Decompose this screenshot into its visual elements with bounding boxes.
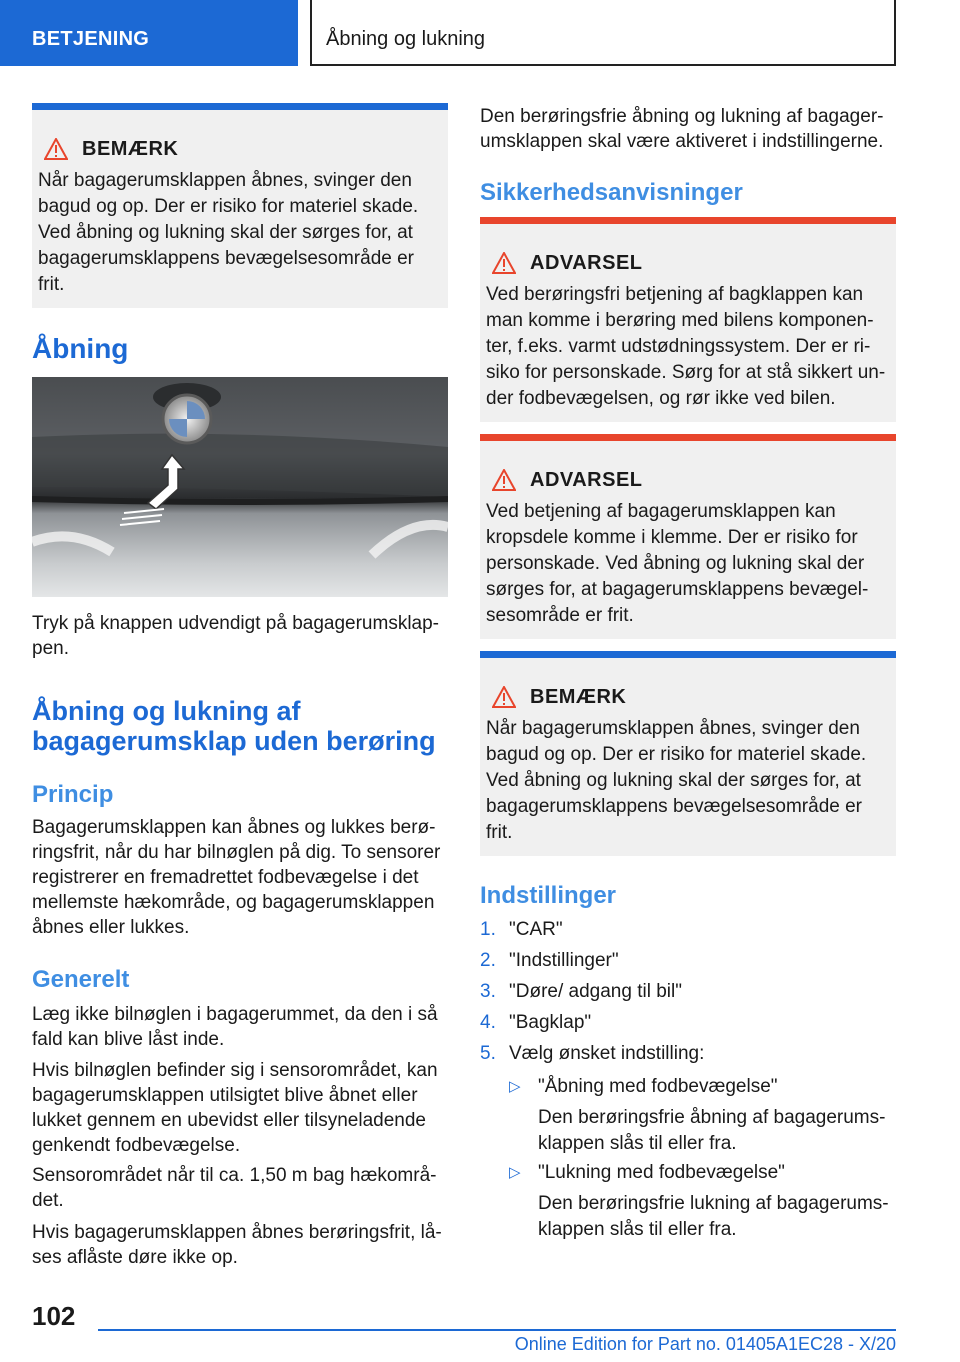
footer-divider — [98, 1329, 896, 1331]
triangle-bullet-icon: ▷ — [509, 1078, 521, 1095]
warning-triangle-icon — [486, 684, 530, 710]
heading-settings: Indstillinger — [480, 882, 617, 909]
note-title: BEMÆRK — [82, 137, 179, 160]
heading-general: Generelt — [32, 966, 130, 993]
photo-caption: Tryk på knappen udvendigt på bagagerumsklap- pen. — [32, 613, 439, 659]
warning-title: ADVARSEL — [530, 251, 643, 274]
list-item: 5. Vælg ønsket indstilling: — [480, 1043, 705, 1064]
chapter-title: Åbning og lukning — [326, 28, 486, 50]
note-body: Når bagagerumsklappen åbnes, svinger den bagud og op. Der er risiko for materiel skade. Ved åbning og lukning skal der sørges for, at bagagerumsklappens bevægelsesområde er frit. — [486, 718, 867, 843]
general-paragraph-1: Læg ikke bilnøglen i bagagerummet, da den i så fald kan blive låst inde. — [32, 1004, 438, 1050]
heading-principle: Princip — [32, 781, 114, 808]
page-number: 102 — [32, 1301, 76, 1331]
sub-list-item: ▷ "Lukning med fodbevægelse" Den berøringsfrie lukning af bagagerums- klappen slås til eller fra. — [509, 1162, 889, 1240]
warning-box-2 — [480, 434, 896, 639]
section-tab — [0, 0, 298, 66]
chapter-title-box — [310, 0, 896, 66]
warning-triangle-icon — [38, 136, 82, 162]
note-box-2 — [480, 651, 896, 856]
list-item: 4. "Bagklap" — [480, 1012, 592, 1033]
sub-list-item: ▷ "Åbning med fodbevægelse" Den berøringsfrie åbning af bagagerums- klappen slås til eller fra. — [509, 1076, 886, 1154]
list-item: 3. "Døre/ adgang til bil" — [480, 981, 682, 1002]
warning-triangle-icon — [486, 250, 530, 276]
footer-edition: Online Edition for Part no. 01405A1EC28 - X/20 — [514, 1334, 896, 1354]
section-label: BETJENING — [32, 28, 150, 50]
warning-triangle-icon — [486, 467, 530, 493]
heading-opening: Åbning — [32, 333, 129, 364]
general-paragraph-3: Sensorområdet når til ca. 1,50 m bag hækområ- det. — [32, 1165, 437, 1211]
triangle-bullet-icon: ▷ — [509, 1164, 521, 1181]
heading-touchless: Åbning og lukning af bagagerumsklap uden berøring — [32, 696, 436, 756]
note-box-1 — [32, 103, 448, 308]
general-paragraph-2: Hvis bilnøglen befinder sig i sensorområdet, kan bagagerumsklappen utilsigtet blive åbnet eller lukket gennem en ubevidst eller tilsyneladende genkendt fodbevægelse. — [32, 1060, 438, 1156]
settings-steps — [480, 917, 896, 1243]
list-item: 2. "Indstillinger" — [480, 950, 619, 971]
list-item: 1. "CAR" — [480, 919, 563, 940]
warning-body: Ved berøringsfri betjening af bagklappen kan man komme i berøring med bilens komponen- ter, f.eks. varmt udstødningssystem. Der er ri- siko for personskade. Sørg for at stå sikkert un- der fodbevægelsen, og rør ikke ved bilen. — [486, 284, 886, 409]
general-paragraph-4: Hvis bagagerumsklappen åbnes berøringsfrit, lå- ses aflåste døre ikke op. — [32, 1222, 442, 1268]
warning-title: ADVARSEL — [530, 468, 643, 491]
principle-text: Bagagerumsklappen kan åbnes og lukkes berø- ringsfrit, når du har bilnøglen på dig. To sensorer registrerer en fremadrettet fodbevægelse i det mellemste hækområde, og bagagerumsklappen åbnes eller lukkes. — [32, 817, 441, 938]
warning-body: Ved betjening af bagagerumsklappen kan kropsdele komme i klemme. Der er risiko for personskade. Ved åbning og lukning skal der sørges for, at bagagerumsklappens bevægel- sesområde er frit. — [486, 501, 869, 626]
intro-text: Den berøringsfrie åbning og lukning af bagager- umsklappen skal være aktiveret i indstillingerne. — [480, 106, 884, 152]
note-body: Når bagagerumsklappen åbnes, svinger den bagud og op. Der er risiko for materiel skade. Ved åbning og lukning skal der sørges for, at bagagerumsklappens bevægelsesområde er frit. — [38, 170, 419, 295]
note-title: BEMÆRK — [530, 685, 627, 708]
heading-safety: Sikkerhedsanvisninger — [480, 179, 743, 206]
warning-box-1 — [480, 217, 896, 422]
trunk-button-photo — [32, 377, 448, 597]
